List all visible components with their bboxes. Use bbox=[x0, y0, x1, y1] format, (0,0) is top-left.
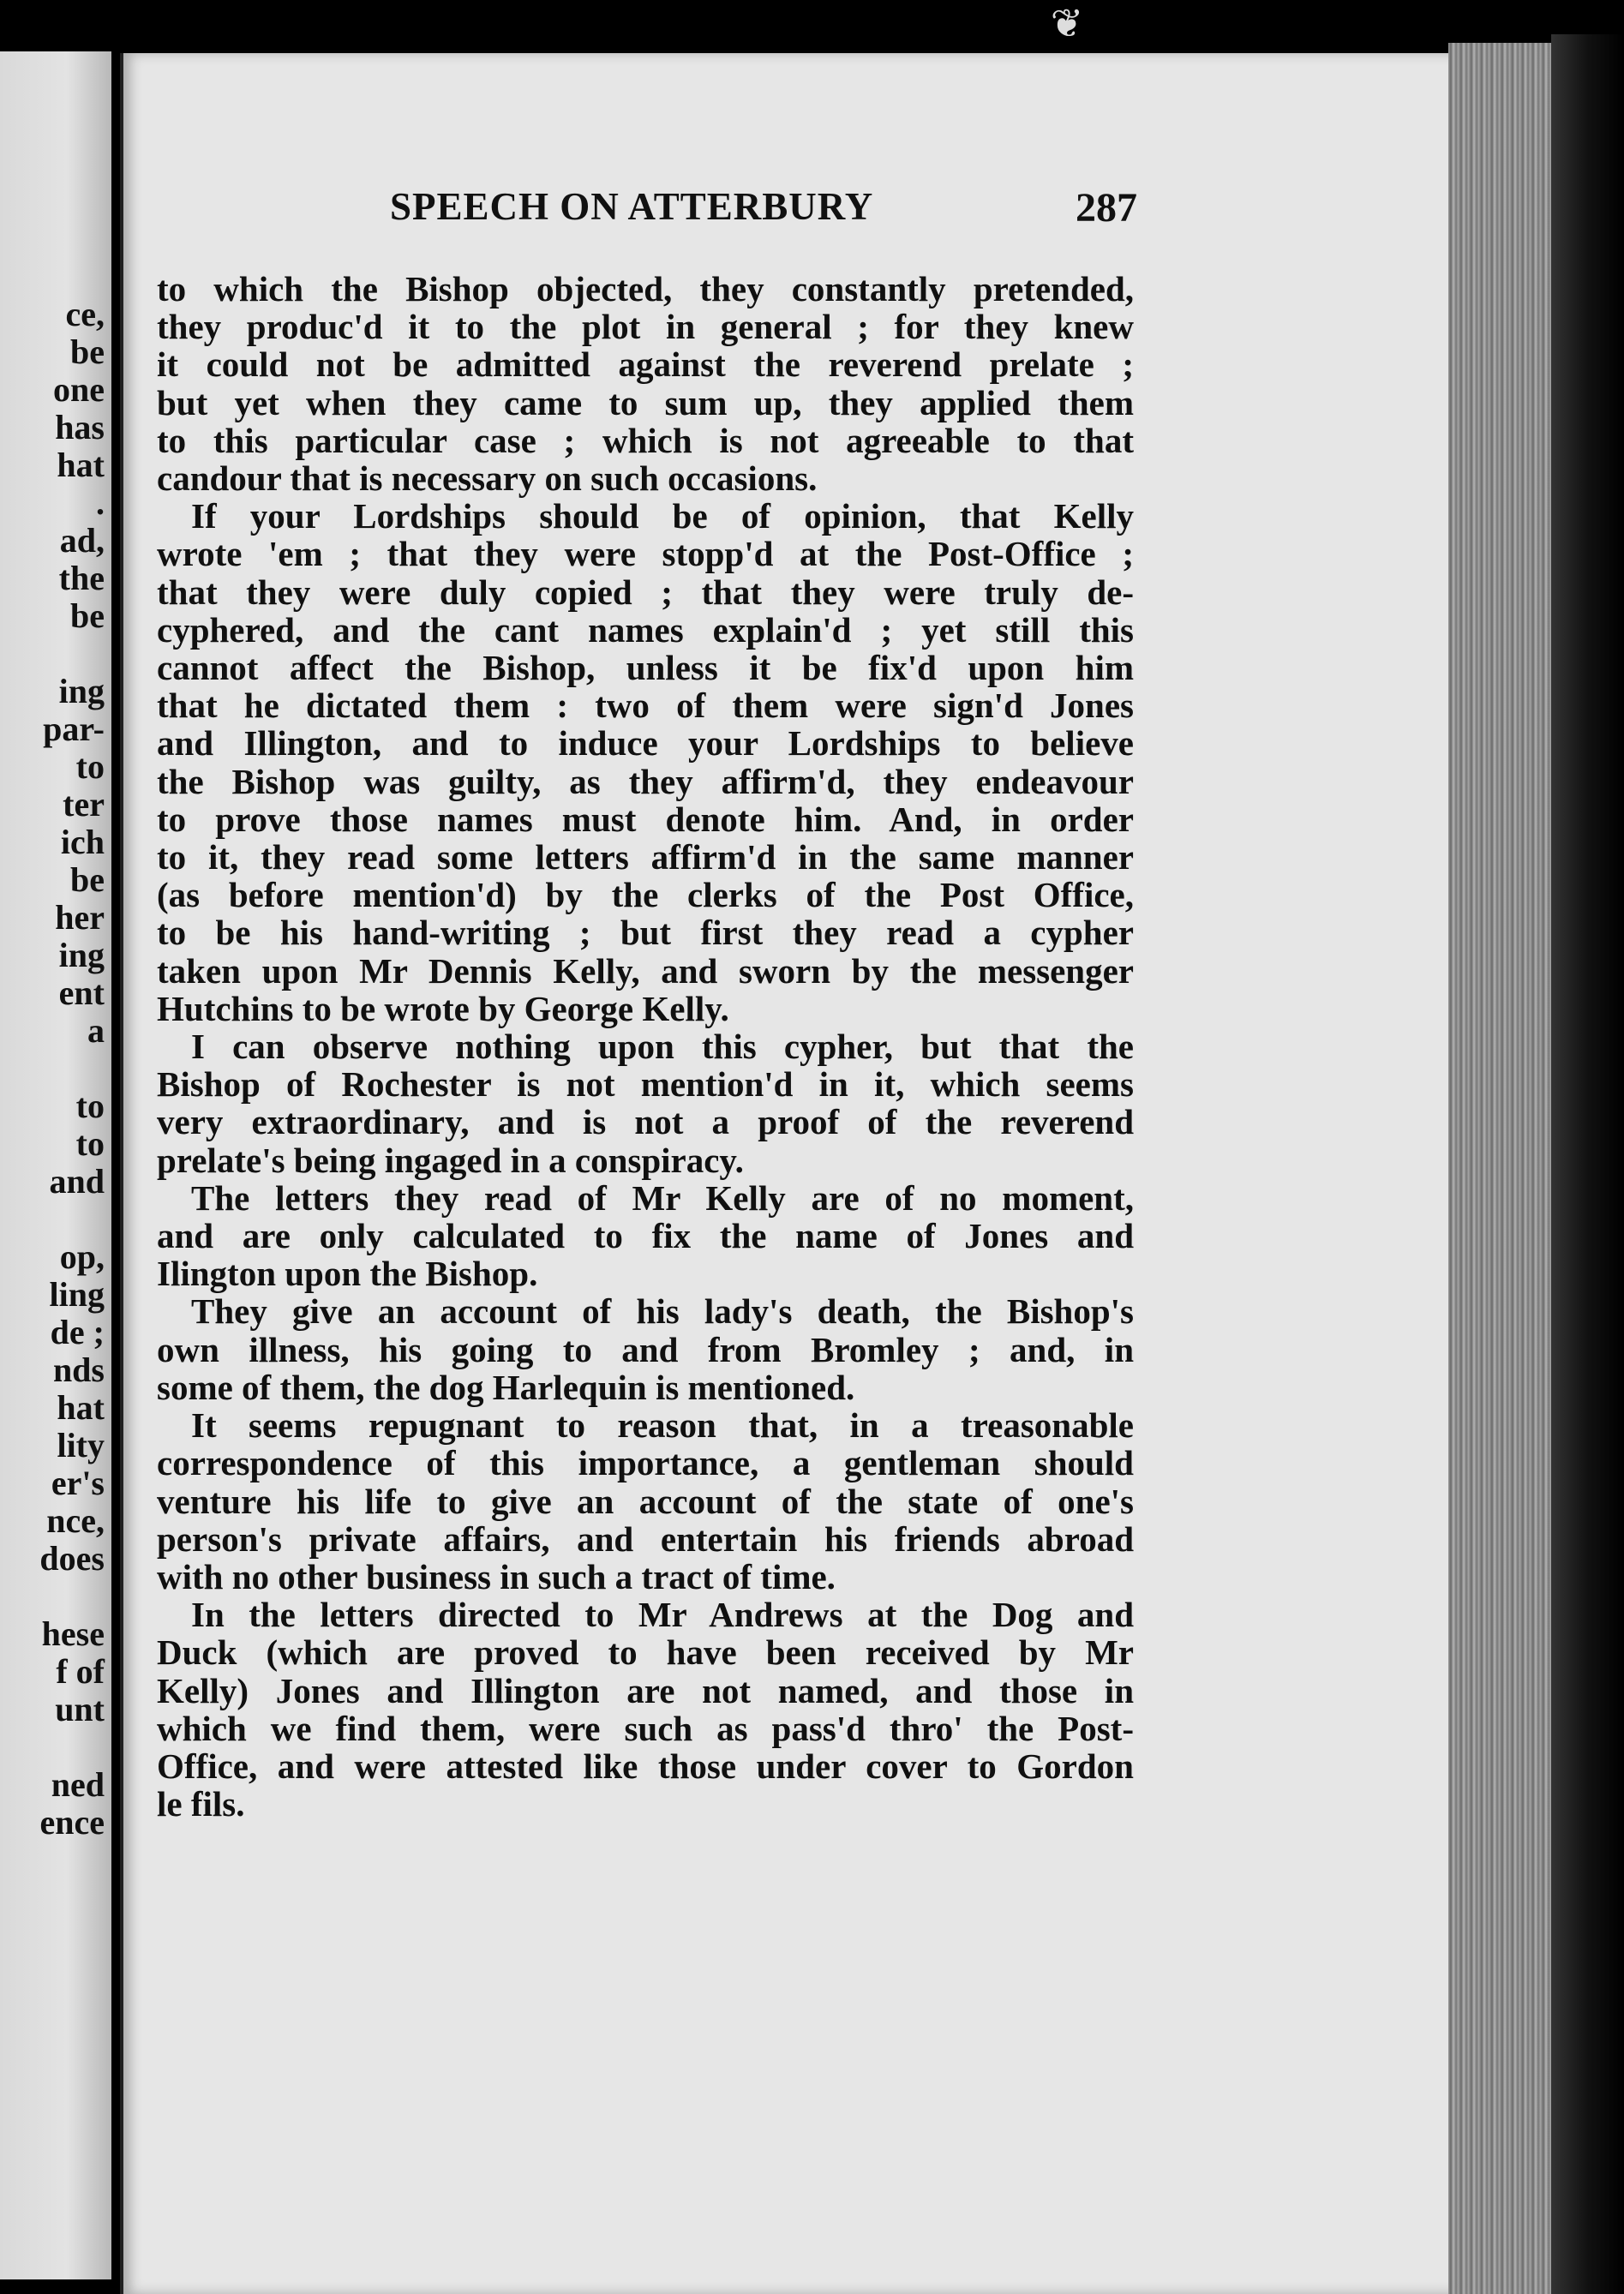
left-page-fragment: ned bbox=[51, 1765, 105, 1804]
left-page-fragment bbox=[39, 1728, 105, 1766]
left-page-text-fragments bbox=[39, 296, 105, 1842]
text-line: Duck (which are proved to have been received by Mr bbox=[157, 1632, 1134, 1673]
paragraph bbox=[157, 1292, 1134, 1406]
left-page-fragment bbox=[39, 1578, 105, 1615]
left-page-fragment: hese bbox=[41, 1614, 105, 1653]
left-page-fragment: ce, bbox=[65, 295, 105, 333]
left-page-fragment: be bbox=[70, 860, 105, 899]
left-page-fragment: and bbox=[49, 1162, 105, 1201]
text-line: but yet when they came to sum up, they applied them bbox=[157, 382, 1134, 422]
paragraph bbox=[157, 1179, 1134, 1293]
left-page-fragment: to bbox=[75, 1124, 105, 1163]
left-page-fragment: ich bbox=[60, 823, 105, 861]
text-line: correspondence of this importance, a gentleman should bbox=[157, 1443, 1134, 1483]
text-line: The letters they read of Mr Kelly are of no moment, bbox=[191, 1177, 1134, 1218]
paragraph bbox=[157, 497, 1134, 1027]
left-page-fragment: f of bbox=[56, 1652, 105, 1691]
page-number: 287 bbox=[1076, 185, 1137, 231]
left-page-fragment: ing bbox=[58, 936, 105, 974]
scanner-ornament: ❦ bbox=[1050, 2, 1084, 45]
adjacent-left-page bbox=[0, 51, 111, 2279]
left-page-fragment: one bbox=[53, 370, 105, 409]
book-edge-shadow bbox=[1551, 34, 1624, 2294]
text-line: which we find them, were such as pass'd thro' the Post- bbox=[157, 1708, 1134, 1748]
text-line: Hutchins to be wrote by George Kelly. bbox=[157, 988, 729, 1028]
text-line: I can observe nothing upon this cypher, but that the bbox=[191, 1027, 1134, 1067]
left-page-fragment: hat bbox=[57, 446, 105, 484]
text-line: le fils. bbox=[157, 1784, 245, 1824]
text-line: candour that is necessary on such occasions. bbox=[157, 458, 818, 499]
text-line: (as before mention'd) by the clerks of the Post Office, bbox=[157, 875, 1134, 915]
text-line: and are only calculated to fix the name of Jones and bbox=[157, 1216, 1134, 1256]
left-page-fragment: ling bbox=[49, 1275, 105, 1314]
left-page-fragment: nds bbox=[52, 1351, 105, 1389]
left-page-fragment: the bbox=[58, 559, 105, 597]
text-line: with no other business in such a tract of time. bbox=[157, 1556, 836, 1596]
text-line: If your Lordships should be of opinion, that Kelly bbox=[191, 496, 1134, 536]
left-page-fragment bbox=[39, 1201, 105, 1238]
left-page-fragment: her bbox=[55, 898, 105, 937]
page-fore-edge bbox=[1448, 43, 1551, 2294]
text-line: to it, they read some letters affirm'd in the same manner bbox=[157, 837, 1134, 877]
left-page-fragment: to bbox=[75, 747, 105, 786]
text-line: cyphered, and the cant names explain'd ; yet still this bbox=[157, 609, 1134, 650]
text-line: Ilington upon the Bishop. bbox=[157, 1254, 538, 1294]
body-text bbox=[157, 270, 1134, 1823]
text-line: it could not be admitted against the reverend prelate ; bbox=[157, 344, 1134, 385]
text-line: to which the Bishop objected, they constantly pretended, bbox=[157, 269, 1134, 308]
left-page-fragment: par- bbox=[43, 710, 105, 748]
left-page-fragment: nce, bbox=[46, 1501, 105, 1540]
text-line: that he dictated them : two of them were sign'd Jones bbox=[157, 686, 1134, 726]
left-page-fragment: a bbox=[87, 1011, 105, 1050]
left-page-fragment: op, bbox=[59, 1237, 105, 1276]
text-line: venture his life to give an account of the state of one's bbox=[157, 1481, 1134, 1521]
text-line: taken upon Mr Dennis Kelly, and sworn by the messenger bbox=[157, 950, 1134, 991]
left-page-fragment: er's bbox=[51, 1464, 105, 1502]
left-page-fragment: ad, bbox=[59, 521, 105, 560]
text-line: that they were duly copied ; that they were truly de- bbox=[157, 572, 1134, 612]
text-line: prelate's being ingaged in a conspiracy. bbox=[157, 1140, 744, 1180]
text-line: to this particular case ; which is not agreeable to that bbox=[157, 420, 1134, 460]
paragraph bbox=[157, 1027, 1134, 1179]
paragraph bbox=[157, 1406, 1134, 1596]
left-page-fragment: ent bbox=[58, 973, 105, 1012]
left-page-fragment: be bbox=[70, 596, 105, 635]
text-line: Office, and were attested like those under cover to Gordon bbox=[157, 1746, 1134, 1786]
left-page-fragment: be bbox=[70, 332, 105, 371]
text-line: to be his hand-writing ; but first they read a cypher bbox=[157, 913, 1134, 953]
left-page-fragment: does bbox=[39, 1539, 105, 1578]
left-page-fragment bbox=[39, 635, 105, 673]
left-page-fragment: ing bbox=[58, 672, 105, 710]
running-head: SPEECH ON ATTERBURY bbox=[390, 185, 874, 228]
left-page-fragment bbox=[39, 1050, 105, 1087]
paragraph bbox=[157, 270, 1134, 497]
text-line: In the letters directed to Mr Andrews at the Dog and bbox=[191, 1595, 1134, 1635]
text-line: some of them, the dog Harlequin is mentioned. bbox=[157, 1367, 855, 1407]
text-line: they produc'd it to the plot in general ; for they knew bbox=[157, 307, 1134, 347]
left-page-fragment: . bbox=[96, 483, 105, 522]
paragraph bbox=[157, 1596, 1134, 1823]
left-page-fragment: has bbox=[55, 408, 105, 446]
text-line: the Bishop was guilty, as they affirm'd, they endeavour bbox=[157, 761, 1134, 801]
left-page-fragment: unt bbox=[55, 1690, 105, 1728]
text-line: very extraordinary, and is not a proof of the reverend bbox=[157, 1102, 1134, 1142]
left-page-fragment: de ; bbox=[50, 1313, 105, 1351]
text-line: Kelly) Jones and Illington are not named, and those in bbox=[157, 1670, 1134, 1710]
left-page-fragment: lity bbox=[57, 1426, 105, 1464]
text-line: person's private affairs, and entertain his friends abroad bbox=[157, 1518, 1134, 1559]
text-line: cannot affect the Bishop, unless it be fix'd upon him bbox=[157, 648, 1134, 688]
text-line: to prove those names must denote him. And, in order bbox=[157, 799, 1134, 839]
left-page-fragment: to bbox=[75, 1087, 105, 1125]
text-line: They give an account of his lady's death, the Bishop's bbox=[191, 1291, 1134, 1332]
left-page-fragment: hat bbox=[57, 1388, 105, 1427]
text-line: It seems repugnant to reason that, in a treasonable bbox=[191, 1405, 1134, 1446]
text-line: and Illington, and to induce your Lordships to believe bbox=[157, 723, 1134, 764]
left-page-fragment: ter bbox=[63, 785, 105, 824]
left-page-fragment: ence bbox=[39, 1803, 105, 1842]
text-line: own illness, his going to and from Bromley ; and, in bbox=[157, 1329, 1134, 1369]
text-line: Bishop of Rochester is not mention'd in it, which seems bbox=[157, 1064, 1134, 1105]
text-line: wrote 'em ; that they were stopp'd at the Post-Office ; bbox=[157, 534, 1134, 574]
